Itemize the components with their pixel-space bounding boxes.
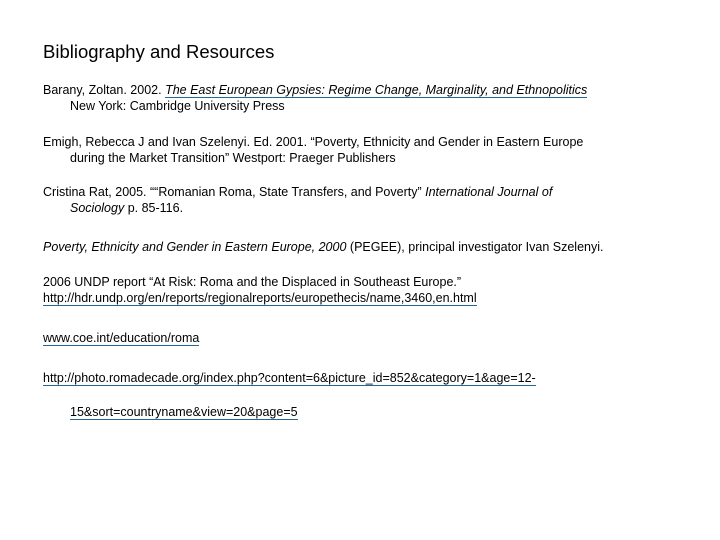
journal-title: International Journal of xyxy=(425,185,553,199)
report-title: 2006 UNDP report “At Risk: Roma and the Displaced in Southeast Europe.” xyxy=(43,275,462,289)
reference-coe xyxy=(43,330,715,346)
romadecade-link-continued[interactable]: 15&sort=countryname&view=20&page=5 xyxy=(70,405,298,419)
reference-line-continued: during the Market Transition” Westport: Praeger Publishers xyxy=(70,151,396,165)
project-description: (PEGEE), principal investigator Ivan Szelenyi. xyxy=(349,240,604,254)
journal-title-continued: Sociology xyxy=(70,201,125,215)
reference-emigh xyxy=(43,134,715,166)
coe-link[interactable]: www.coe.int/education/roma xyxy=(43,331,200,345)
reference-line: Emigh, Rebecca J and Ivan Szelenyi. Ed. 2001. “Poverty, Ethnicity and Gender in Eastern Europe xyxy=(43,135,584,149)
reference-barany xyxy=(43,82,715,114)
reference-publisher: New York: Cambridge University Press xyxy=(70,99,285,113)
reference-prefix: Cristina Rat, 2005. ““Romanian Roma, State Transfers, and Poverty” xyxy=(43,185,422,199)
book-title-link[interactable]: The East European Gypsies: Regime Change, Marginality, and Ethnopolitics xyxy=(165,83,588,97)
reference-undp xyxy=(43,274,715,306)
reference-romadecade xyxy=(43,370,715,386)
undp-report-link[interactable]: http://hdr.undp.org/en/reports/regionalreports/europethecis/name,3460,en.html xyxy=(43,291,477,305)
reference-prefix: Barany, Zoltan. 2002. xyxy=(43,83,162,97)
romadecade-link[interactable]: http://photo.romadecade.org/index.php?content=6&picture_id=852&category=1&age=12- xyxy=(43,371,536,385)
project-title: Poverty, Ethnicity and Gender in Eastern Europe, 2000 xyxy=(43,240,347,254)
reference-pegee xyxy=(43,239,715,255)
reference-romadecade-continued xyxy=(70,404,720,420)
page-title: Bibliography and Resources xyxy=(43,41,275,62)
reference-rat xyxy=(43,184,715,216)
page-range: p. 85-116. xyxy=(127,201,184,215)
